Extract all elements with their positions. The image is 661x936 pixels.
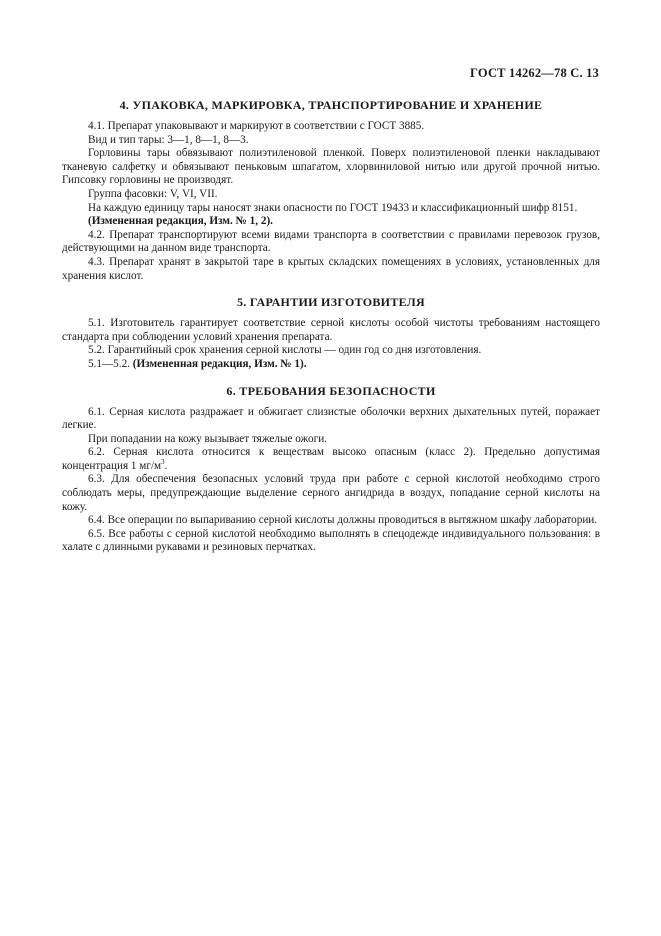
document-body: [62, 98, 600, 555]
section-6: [62, 384, 600, 556]
paragraph-4-1-tara: Вид и тип тары: 3—1, 8—1, 8—3.: [88, 133, 249, 146]
paragraph-6-5: 6.5. Все работы с серной кислотой необходимо выполнять в спецодежде индивидуального пользования: в халате с длинными рукавами и резиновых перчатках.: [62, 527, 600, 554]
amendment-ref-5: 5.1—5.2.: [88, 357, 133, 370]
paragraph-5-2: 5.2. Гарантийный срок хранения серной кислоты — один год со дня изготовления.: [88, 344, 482, 357]
amendment-note-5: (Измененная редакция, Изм. № 1).: [132, 357, 307, 370]
section-5: [62, 295, 600, 371]
amendment-note-4: (Измененная редакция, Изм. № 1, 2).: [88, 215, 273, 228]
paragraph-4-3: 4.3. Препарат хранят в закрытой таре в крытых складских помещениях в условиях, установленных для хранения кислот.: [62, 255, 600, 282]
section-4: [62, 98, 600, 283]
paragraph-5-amendment: [62, 358, 600, 372]
section-6-title: 6. ТРЕБОВАНИЯ БЕЗОПАСНОСТИ: [226, 383, 436, 398]
paragraph-4-2: 4.2. Препарат транспортируют всеми видами транспорта в соответствии с правилами перевозок грузов, действующими на данном виде транспорта.: [62, 228, 600, 255]
paragraph-6-2-end: .: [164, 459, 168, 472]
section-4-title: 4. УПАКОВКА, МАРКИРОВКА, ТРАНСПОРТИРОВАНИЕ И ХРАНЕНИЕ: [119, 98, 543, 112]
paragraph-4-1: 4.1. Препарат упаковывают и маркируют в соответствии с ГОСТ 3885.: [88, 120, 425, 132]
paragraph-6-2-text: 6.2. Серная кислота относится к веществам высоко опасным (класс 2). Предельно допустимая концентрация 1 мг/м: [62, 446, 600, 472]
paragraph-4-1-gruppa: Группа фасовки: V, VI, VII.: [88, 187, 218, 200]
superscript-3: 3: [161, 457, 165, 466]
section-5-title: 5. ГАРАНТИИ ИЗГОТОВИТЕЛЯ: [237, 295, 425, 310]
paragraph-4-1-amendment: [62, 215, 600, 229]
paragraph-6-3: 6.3. Для обеспечения безопасных условий труда при работе с серной кислотой необходимо строго соблюдать меры, предупреждающие выделение серного ангидрида в воздух, попадание серной кислоты на кожу.: [62, 473, 600, 513]
paragraph-6-1-kozha: При попадании на кожу вызывает тяжелые ожоги.: [88, 432, 327, 445]
paragraph-6-1: 6.1. Серная кислота раздражает и обжигает слизистые оболочки верхних дыхательных путей, поражает легкие.: [62, 405, 600, 432]
paragraph-6-4: 6.4. Все операции по выпариванию серной кислоты должны проводиться в вытяжном шкафу лаборатории.: [88, 514, 598, 527]
paragraph-5-1: 5.1. Изготовитель гарантирует соответствие серной кислоты особой чистоты требованиям настоящего стандарта при соблюдении условий хранения препарата.: [62, 317, 600, 343]
paragraph-4-1-znaki: На каждую единицу тары наносят знаки опасности по ГОСТ 19433 и классификационный шифр 8151.: [88, 201, 578, 214]
page-header-doc-ref: ГОСТ 14262—78 С. 13: [470, 66, 599, 80]
paragraph-4-1-gorloviny: Горловины тары обвязывают полиэтиленовой пленкой. Поверх полиэтиленовой пленки накладывают тканевую салфетку и обвязывают пеньковым шпагатом, хлорвиниловой нитью или другой прочной нитью. Гипсовку горловины не производят.: [62, 147, 600, 187]
paragraph-6-2: [62, 446, 600, 473]
